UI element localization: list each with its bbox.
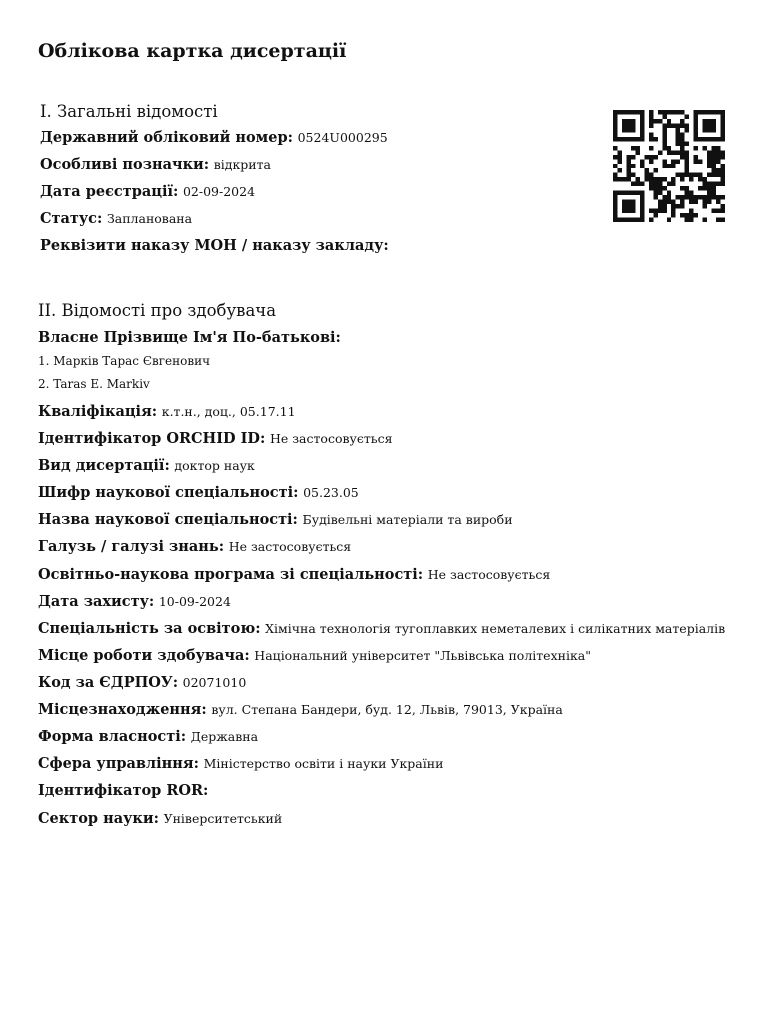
field-label: Сектор науки: xyxy=(38,810,159,827)
field-value: 10-09-2024 xyxy=(158,594,231,609)
field-label: Ідентифікатор ORCHID ID: xyxy=(38,430,266,447)
field-label: Форма власності: xyxy=(38,728,187,745)
field-knowledge-area xyxy=(38,538,351,556)
field-reg-date xyxy=(40,183,255,201)
field-value: Хімічна технологія тугоплавких неметалевих і силікатних матеріалів xyxy=(265,621,726,636)
field-value: доктор наук xyxy=(174,458,255,473)
field-label: Місцезнаходження: xyxy=(38,701,207,718)
field-name-label xyxy=(38,329,341,347)
field-label: Код за ЄДРПОУ: xyxy=(38,674,179,691)
field-spec-name xyxy=(38,511,513,529)
field-label: Шифр наукової спеціальності: xyxy=(38,484,299,501)
field-value: к.т.н., доц., 05.17.11 xyxy=(161,404,296,419)
field-value: 05.23.05 xyxy=(303,485,359,500)
field-label: Назва наукової спеціальності: xyxy=(38,511,298,528)
field-value: Університетський xyxy=(163,811,283,826)
field-qualification xyxy=(38,403,296,421)
field-marks xyxy=(40,156,271,174)
field-label: Дата захисту: xyxy=(38,593,155,610)
field-label: Власне Прізвище Ім'я По-батькові: xyxy=(38,329,341,346)
field-label: Державний обліковий номер: xyxy=(40,129,293,146)
field-label: Галузь / галузі знань: xyxy=(38,538,225,555)
field-label: Особливі позначки: xyxy=(40,156,210,173)
field-spec-code xyxy=(38,484,359,502)
field-value: Державна xyxy=(190,729,259,744)
field-label: Місце роботи здобувача: xyxy=(38,647,250,664)
field-defense-date xyxy=(38,593,231,611)
name-item: 1. Марків Тарас Євгенович xyxy=(38,354,211,368)
field-management xyxy=(38,755,443,773)
field-value: вул. Степана Бандери, буд. 12, Львів, 79013, Україна xyxy=(211,702,563,717)
field-label: Реквізити наказу МОН / наказу закладу: xyxy=(40,237,389,254)
field-label: Вид дисертації: xyxy=(38,457,170,474)
field-sector xyxy=(38,810,282,828)
field-value: Міністерство освіти і науки України xyxy=(203,756,444,771)
field-value: Будівельні матеріали та вироби xyxy=(302,512,513,527)
field-value: Не застосовується xyxy=(269,431,393,446)
field-value: 02-09-2024 xyxy=(182,184,256,199)
section-applicant-heading: II. Відомості про здобувача xyxy=(38,301,277,320)
field-order xyxy=(40,237,389,255)
field-program xyxy=(38,566,550,584)
field-value: Не застосовується xyxy=(427,567,551,582)
qr-code-icon xyxy=(610,110,728,222)
field-value: 0524U000295 xyxy=(297,130,388,145)
field-workplace xyxy=(38,647,591,665)
field-status xyxy=(40,210,192,228)
field-label: Дата реєстрації: xyxy=(40,183,179,200)
section-general-heading: I. Загальні відомості xyxy=(40,102,218,121)
field-label: Кваліфікація: xyxy=(38,403,158,420)
field-label: Сфера управління: xyxy=(38,755,199,772)
name-item: 2. Taras E. Markiv xyxy=(38,377,150,391)
field-label: Ідентифікатор ROR: xyxy=(38,782,209,799)
field-ownership xyxy=(38,728,258,746)
field-edrpou xyxy=(38,674,246,692)
field-label: Освітньо-наукова програма зі спеціальності: xyxy=(38,566,424,583)
field-ror xyxy=(38,782,208,800)
page-title: Облікова картка дисертації xyxy=(38,40,347,62)
field-value: відкрита xyxy=(213,157,272,172)
field-orchid xyxy=(38,430,392,448)
field-education xyxy=(38,620,725,638)
field-location xyxy=(38,701,563,719)
field-kind xyxy=(38,457,255,475)
field-value: Національний університет "Львівська політехніка" xyxy=(254,648,591,663)
field-label: Статус: xyxy=(40,210,103,227)
field-reg-number xyxy=(40,129,388,147)
field-label: Спеціальність за освітою: xyxy=(38,620,261,637)
field-value: Запланована xyxy=(106,211,193,226)
field-value: Не застосовується xyxy=(228,539,352,554)
field-value: 02071010 xyxy=(182,675,247,690)
